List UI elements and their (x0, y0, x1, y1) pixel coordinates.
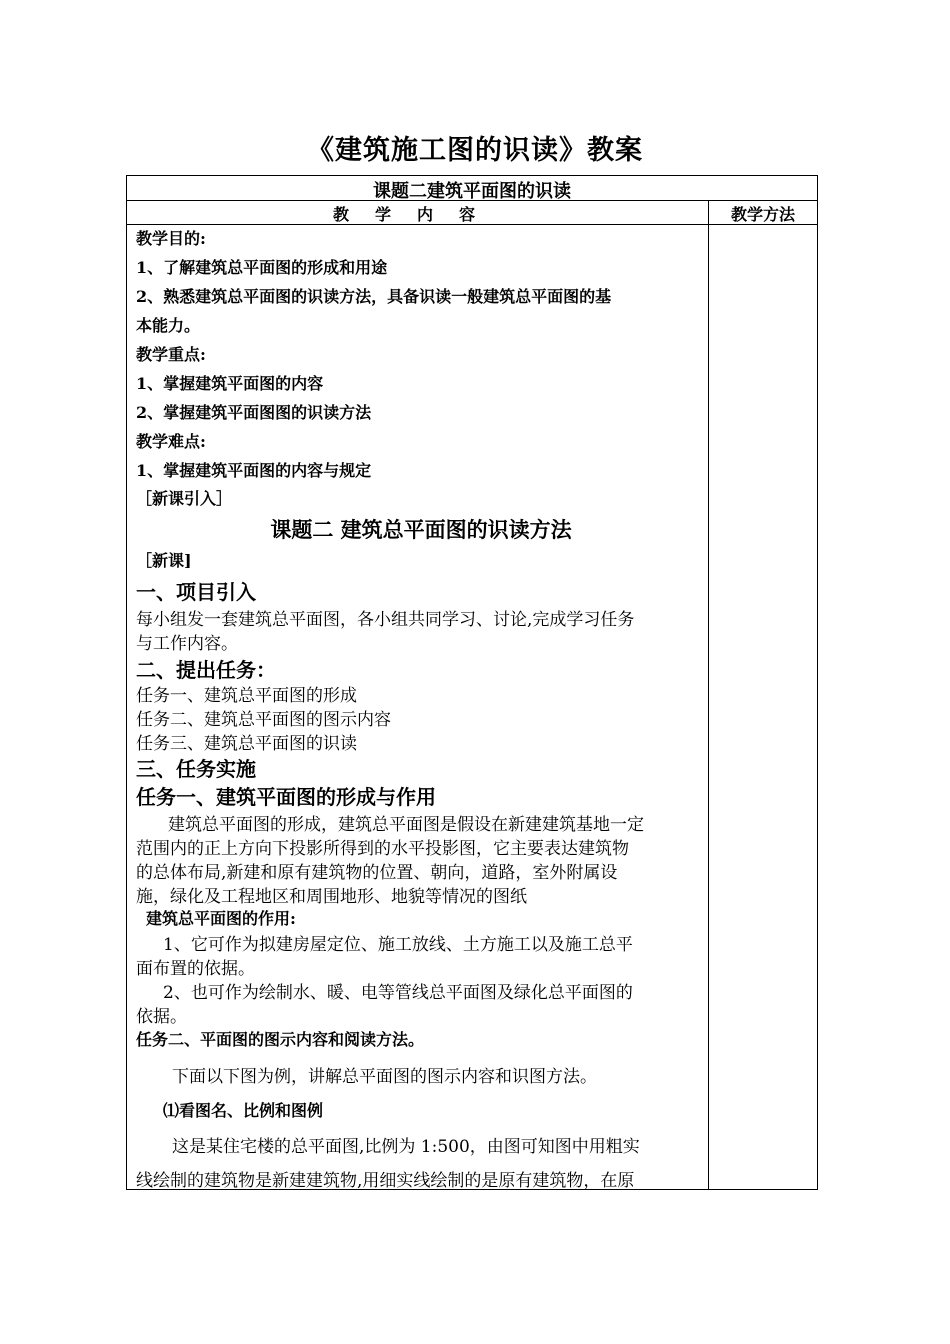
paragraph-line: 1、它可作为拟建房屋定位、施工放线、土方施工以及施工总平 (163, 935, 633, 955)
paragraph-line: 建筑总平面图的形成，建筑总平面图是假设在新建建筑基地一定 (168, 815, 644, 835)
column-header-method: 教学方法 (730, 205, 795, 224)
paragraph-line: 的总体布局,新建和原有建筑物的位置、朝向，道路，室外附属设 (136, 863, 618, 883)
paragraph-line: 下面以下图为例，讲解总平面图的图示内容和识图方法。 (172, 1067, 597, 1087)
task-list-item: 任务二、建筑总平面图的图示内容 (136, 710, 391, 730)
section-heading: 三、任务实施 (136, 757, 256, 781)
new-lesson-tag: ［新课] (136, 551, 192, 570)
paragraph-line: 每小组发一套建筑总平面图，各小组共同学习、讨论,完成学习任务 (136, 610, 635, 630)
task-heading: 任务一、建筑平面图的形成与作用 (136, 785, 436, 809)
topic-title: 课题二建筑平面图的识读 (373, 181, 571, 202)
paragraph-line: 施，绿化及工程地区和周围地形、地貌等情况的图纸 (136, 887, 527, 907)
key-point-item: 2、掌握建筑平面图图的识读方法 (136, 403, 372, 422)
column-divider (708, 200, 709, 1189)
document-title: 《建筑施工图的识读》教案 (307, 135, 643, 166)
lesson-title: 课题二 建筑总平面图的识读方法 (270, 517, 572, 542)
task-list-item: 任务三、建筑总平面图的识读 (136, 734, 357, 754)
column-header-content: 教学内容 (332, 205, 501, 224)
section-heading: 二、提出任务： (136, 658, 276, 682)
key-point-item: 1、掌握建筑平面图的内容 (136, 374, 324, 393)
difficult-points-heading: 教学难点: (136, 432, 206, 451)
paragraph-line: 线绘制的建筑物是新建建筑物,用细实线绘制的是原有建筑物，在原 (136, 1171, 635, 1191)
paragraph-line: 依据。 (136, 1007, 187, 1027)
paragraph-line: 这是某住宅楼的总平面图,比例为 1:500，由图可知图中用粗实 (172, 1137, 640, 1157)
subheading: 建筑总平面图的作用: (146, 909, 296, 928)
paragraph-line: 2、也可作为绘制水、暖、电等管线总平面图及绿化总平面图的 (163, 983, 633, 1003)
goal-item: 2、熟悉建筑总平面图的识读方法，具备识读一般建筑总平面图的基 (136, 287, 612, 306)
goal-item: 1、了解建筑总平面图的形成和用途 (136, 258, 388, 277)
paragraph-line: 面布置的依据。 (136, 959, 255, 979)
paragraph-line: 与工作内容。 (136, 634, 238, 654)
paragraph-line: 范围内的正上方向下投影所得到的水平投影图，它主要表达建筑物 (136, 839, 629, 859)
task-heading: 任务二、平面图的图示内容和阅读方法。 (136, 1030, 425, 1049)
section-heading: 一、项目引入 (136, 580, 256, 604)
task-list-item: 任务一、建筑总平面图的形成 (136, 686, 357, 706)
goal-item-continued: 本能力。 (136, 316, 201, 335)
intro-tag: ［新课引入］ (136, 489, 233, 508)
goals-heading: 教学目的: (136, 229, 206, 248)
key-points-heading: 教学重点: (136, 345, 206, 364)
difficult-point-item: 1、掌握建筑平面图的内容与规定 (136, 461, 372, 480)
subheading: ⑴看图名、比例和图例 (163, 1101, 324, 1120)
